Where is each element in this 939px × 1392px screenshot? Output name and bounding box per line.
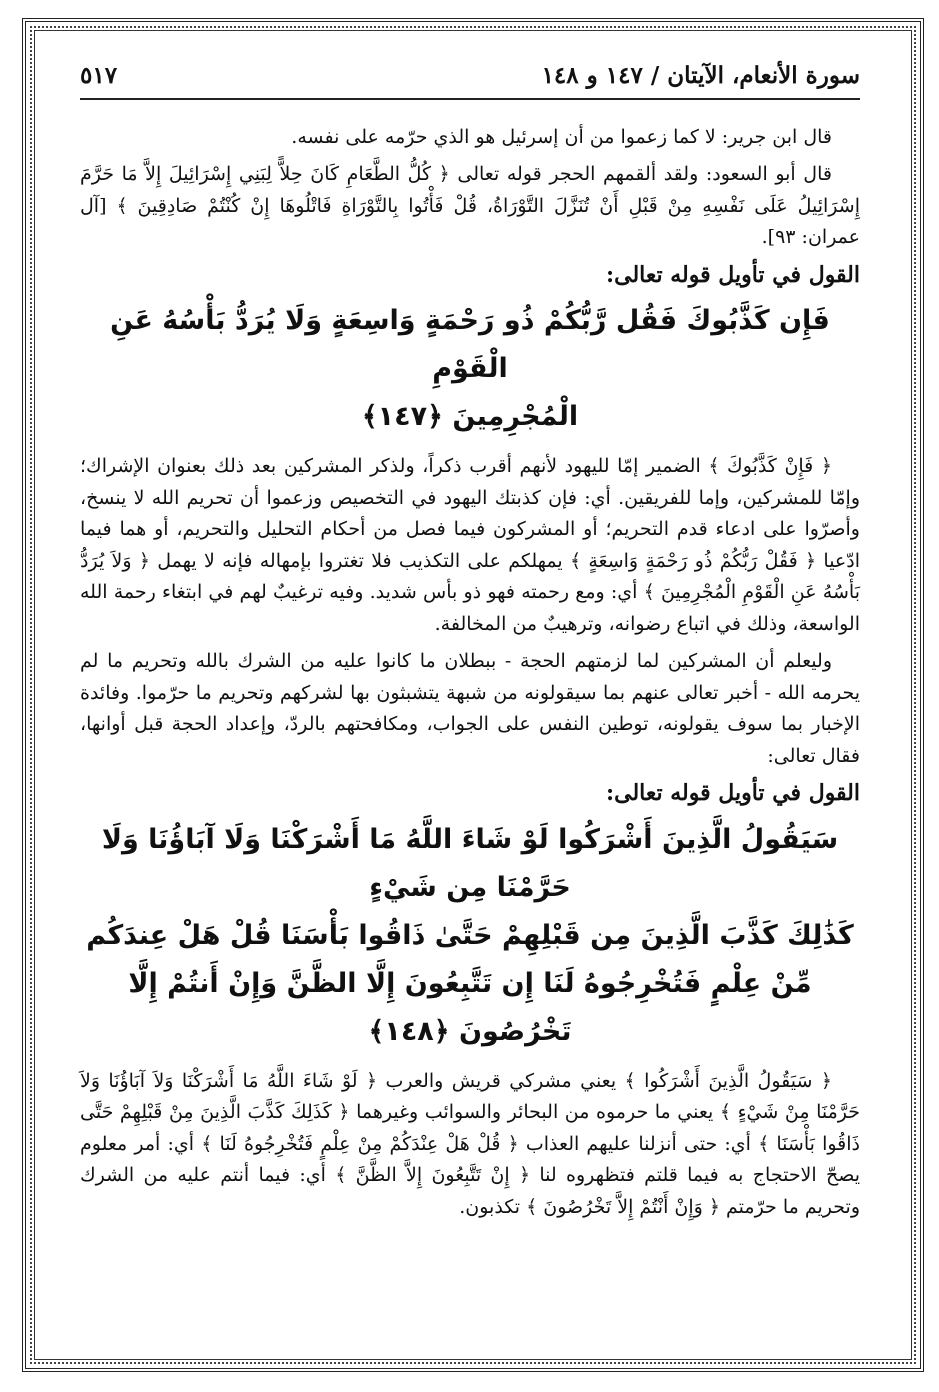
verse-148-line-2: كَذَٰلِكَ كَذَّبَ الَّذِينَ مِن قَبْلِهِمْ حَتَّىٰ ذَاقُوا بَأْسَنَا قُلْ هَلْ عِندَكُم: [86, 919, 854, 951]
section-heading-148: القول في تأويل قوله تعالى:: [606, 780, 860, 806]
verse-147-line-1: فَإِن كَذَّبُوكَ فَقُل رَّبُّكُمْ ذُو رَحْمَةٍ وَاسِعَةٍ وَلَا يُرَدُّ بَأْسُهُ عَنِ الْقَوْمِ: [110, 305, 830, 384]
page-header: [80, 60, 860, 100]
verse-148: [80, 816, 860, 1056]
verse-148-line-1: سَيَقُولُ الَّذِينَ أَشْرَكُوا لَوْ شَاءَ اللَّهُ مَا أَشْرَكْنَا وَلَا آبَاؤُنَا وَلَا حَرَّمْنَا مِن شَيْءٍ: [101, 823, 839, 903]
page-number: ٥١٧: [80, 62, 118, 89]
page-content: [80, 60, 860, 1229]
commentary-147: ﴿ فَإِنْ كَذَّبُوكَ ﴾ الضمير إمّا لليهود لأنهم أقرب ذكراً، ولذكر المشركين بعد ذلك بعنوان الإشراك؛ وإمّا للمشركين، وإما للفريقين. أي: فإن كذبتك اليهود في التخصيص وزعموا أن تحريم الله لا ينسخ، وأصرّوا على ادعاء قدم التحريم؛ أو المشركون فيما فصل من أحكام التحليل والتحريم، أو هما فيما ادّعيا ﴿ فَقُلْ رَبُّكُمْ ذُو رَحْمَةٍ وَاسِعَةٍ ﴾ يمهلكم على التكذيب فلا تغتروا بإمهاله فإنه لا يهمل ﴿ وَلاَ يُرَدُّ بَأْسُهُ عَنِ الْقَوْمِ الْمُجْرِمِينَ ﴾ أي: ومع رحمته فهو ذو بأس شديد. وفيه ترغيبٌ لهم في ابتغاء رحمة الله الواسعة، وذلك في اتباع رضوانه، وترهيبٌ من المخالفة.: [80, 455, 860, 635]
commentary-transition: وليعلم أن المشركين لما لزمتهم الحجة - ببطلان ما كانوا عليه من الشرك بالله وتحريم ما لم يحرمه الله - أخبر تعالى عنهم بما سيقولونه من شبهة يتشبثون بها لشركهم وتحريم ما حرّموا. وفائدة الإخبار بما سوف يقولونه، توطين النفس على الجواب، ومكافحتهم بالردّ، وإعداد الحجة قبل أوانها، فقال تعالى:: [80, 650, 860, 767]
commentary-148: ﴿ سَيَقُولُ الَّذِينَ أَشْرَكُوا ﴾ يعني مشركي قريش والعرب ﴿ لَوْ شَاءَ اللَّهُ مَا أَشْرَكْنَا وَلاَ آبَاؤُنَا وَلاَ حَرَّمْنَا مِنْ شَيْءٍ ﴾ يعني ما حرموه من البحائر والسوائب وغيرهما ﴿ كَذَلِكَ كَذَّبَ الَّذِينَ مِنْ قَبْلِهِمْ حَتَّى ذَاقُوا بَأْسَنَا ﴾ أي: حتى أنزلنا عليهم العذاب ﴿ قُلْ هَلْ عِنْدَكُمْ مِنْ عِلْمٍ فَتُخْرِجُوهُ لَنَا ﴾ أي: أمر معلوم يصحّ الاحتجاج به فيما قلتم فتظهروه لنا ﴿ إِنْ تَتَّبِعُونَ إِلاَّ الظَّنَّ ﴾ أي: فيما أنتم عليه من الشرك وتحريم ما حرّمتم ﴿ وَإِنْ أَنْتُمْ إِلاَّ تَخْرُصُونَ ﴾ تكذبون.: [80, 1069, 860, 1218]
verse-147-line-2: الْمُجْرِمِينَ ﴿١٤٧﴾: [361, 401, 579, 432]
paragraph-abu-saud: قال أبو السعود: ولقد ألقمهم الحجر قوله تعالى ﴿ كُلُّ الطَّعَامِ كَانَ حِلاًّ لِبَنِي إِسْرَائِيلَ إِلاَّ مَا حَرَّمَ إِسْرَائِيلُ عَلَى نَفْسِهِ مِنْ قَبْلِ أَنْ تُنَزَّلَ التَّوْرَاةُ، قُلْ فَأْتُوا بِالتَّوْرَاةِ فَاتْلُوهَا إِنْ كُنْتُمْ صَادِقِينَ ﴾ [آل عمران: ٩٣].: [80, 163, 860, 248]
verse-147: [80, 297, 860, 441]
section-heading-147: القول في تأويل قوله تعالى:: [606, 261, 860, 288]
paragraph-ibn-jarir: قال ابن جرير: لا كما زعموا من أن إسرئيل هو الذي حرّمه على نفسه.: [291, 125, 832, 148]
verse-148-line-3: مِّنْ عِلْمٍ فَتُخْرِجُوهُ لَنَا إِن تَتَّبِعُونَ إِلَّا الظَّنَّ وَإِنْ أَنتُمْ إِلَّا تَخْرُصُونَ ﴿١٤٨﴾: [128, 967, 812, 1047]
running-title: سورة الأنعام، الآيتان / ١٤٧ و ١٤٨: [541, 62, 860, 89]
